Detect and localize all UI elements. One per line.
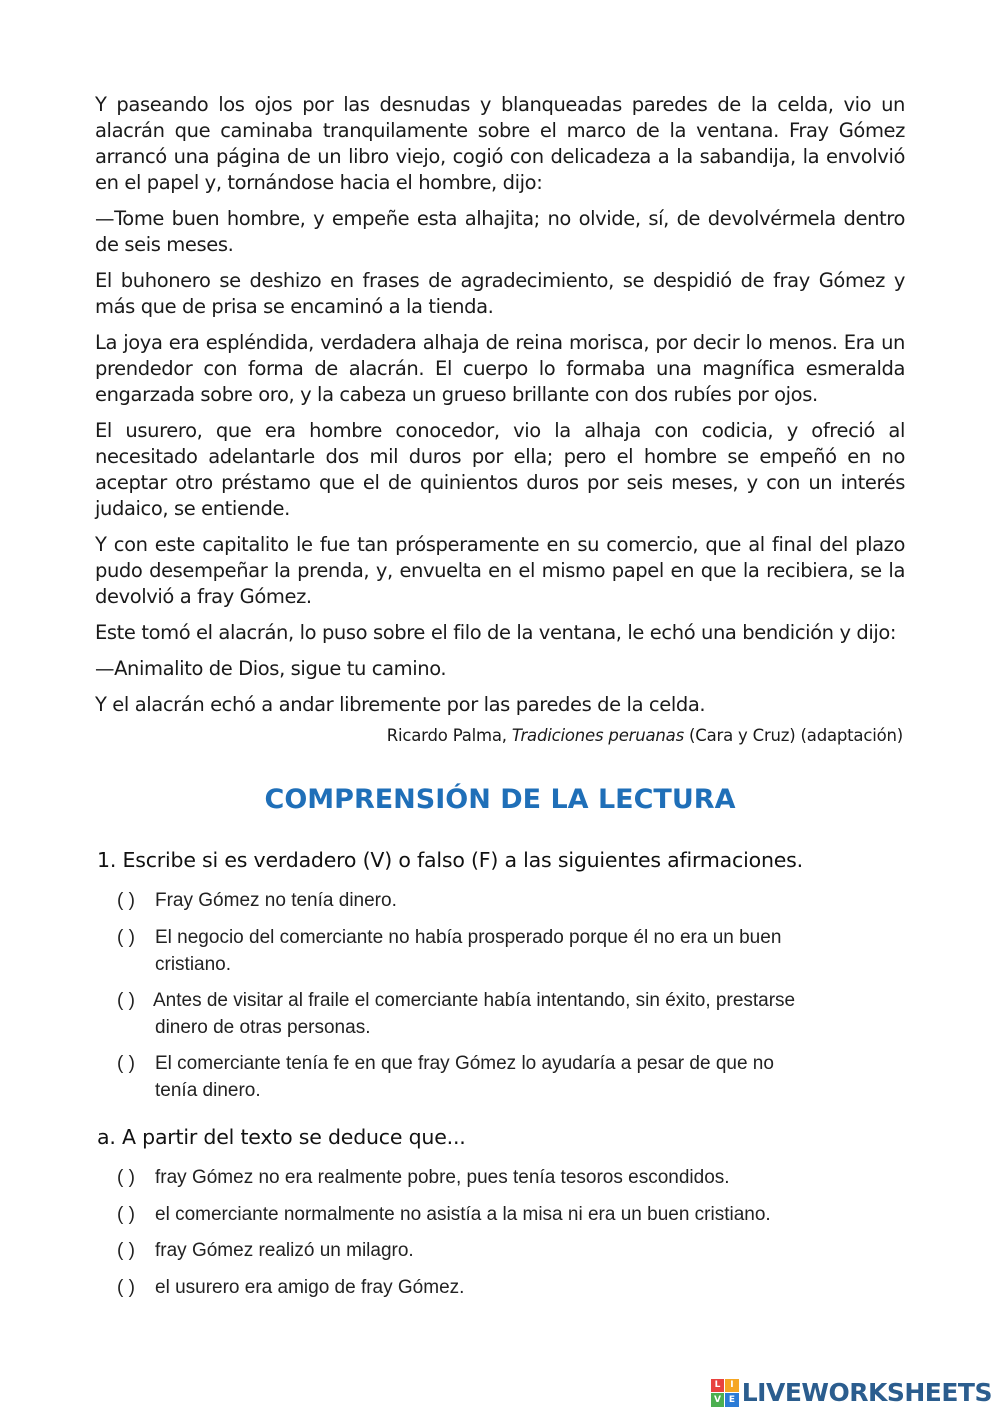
story-paragraph: El usurero, que era hombre conocedor, vio la alhaja con codicia, y ofreció al necesitado adelantarle dos mil duros por ella; pero el hombre se empeñó en no aceptar otro préstamo que el de quinientos duros por seis meses, y con un interés judaico, se entiende. [95, 419, 905, 520]
liveworksheets-logo-icon [711, 1379, 739, 1407]
true-false-item[interactable] [117, 924, 904, 978]
attribution [95, 726, 903, 745]
item-text: Antes de visitar al fraile el comerciante había intentando, sin éxito, prestarse [153, 990, 796, 1011]
answer-blank[interactable]: ( ) [117, 1167, 135, 1188]
logo-letter: I [725, 1379, 739, 1393]
logo-letter: V [711, 1393, 725, 1407]
answer-blank[interactable]: ( ) [117, 1240, 135, 1261]
item-text: fray Gómez no era realmente pobre, pues tenía tesoros escondidos. [155, 1167, 730, 1188]
inference-item[interactable] [117, 1274, 904, 1301]
inference-item[interactable] [117, 1237, 904, 1264]
item-text: fray Gómez realizó un milagro. [155, 1240, 414, 1261]
answer-blank[interactable]: ( ) [117, 1277, 135, 1298]
story-paragraph: —Tome buen hombre, y empeñe esta alhajita; no olvide, sí, de devolvérmela dentro de seis meses. [95, 207, 905, 256]
true-false-item[interactable] [117, 887, 904, 914]
liveworksheets-brand [711, 1378, 992, 1407]
story-paragraph: Y paseando los ojos por las desnudas y blanqueadas paredes de la celda, vio un alacrán que caminaba tranquilamente sobre el marco de la ventana. Fray Gómez arrancó una página de un libro viejo, cogió con delicadeza a la sabandija, la envolvió en el papel y, tornándose hacia el hombre, dijo: [95, 93, 905, 194]
inference-item[interactable] [117, 1164, 904, 1191]
story-paragraph: El buhonero se deshizo en frases de agradecimiento, se despidió de fray Gómez y más que de prisa se encaminó a la tienda. [95, 269, 905, 318]
item-text-continued: cristiano. [155, 954, 232, 975]
attribution-rest: (Cara y Cruz) (adaptación) [689, 726, 903, 745]
story-paragraph: Este tomó el alacrán, lo puso sobre el filo de la ventana, le echó una bendición y dijo: [95, 621, 897, 644]
attribution-work: Tradiciones peruanas [511, 726, 684, 745]
question-1-heading: 1. Escribe si es verdadero (V) o falso (F) a las siguientes afirmaciones. [97, 848, 803, 872]
story-paragraph: La joya era espléndida, verdadera alhaja de reina morisca, por decir lo menos. Era un prendedor con forma de alacrán. El cuerpo lo formaba una magnífica esmeralda engarzada sobre oro, y la cabeza un grueso brillante con dos rubíes por ojos. [95, 331, 905, 406]
item-text-continued: tenía dinero. [155, 1080, 261, 1101]
question-a-heading: a. A partir del texto se deduce que... [97, 1125, 466, 1149]
true-false-item[interactable] [117, 987, 904, 1041]
logo-letter: E [725, 1393, 739, 1407]
item-text-continued: dinero de otras personas. [155, 1017, 371, 1038]
item-text: El comerciante tenía fe en que fray Gómez lo ayudaría a pesar de que no [155, 1053, 774, 1074]
inference-item[interactable] [117, 1201, 904, 1228]
attribution-author: Ricardo Palma, [386, 726, 507, 745]
logo-letter: L [711, 1379, 725, 1393]
answer-blank[interactable]: ( ) [117, 1204, 135, 1225]
story-paragraph: Y el alacrán echó a andar libremente por las paredes de la celda. [95, 693, 706, 716]
answer-blank[interactable]: ( ) [117, 1053, 135, 1074]
answer-blank[interactable]: ( ) [117, 990, 135, 1011]
answer-blank[interactable]: ( ) [117, 890, 135, 911]
item-text: El negocio del comerciante no había prosperado porque él no era un buen [155, 927, 782, 948]
story-paragraph: —Animalito de Dios, sigue tu camino. [95, 657, 447, 680]
brand-wordmark: LIVEWORKSHEETS [741, 1378, 992, 1407]
section-title: COMPRENSIÓN DE LA LECTURA [264, 784, 736, 815]
item-text: Fray Gómez no tenía dinero. [155, 890, 397, 911]
story-paragraph: Y con este capitalito le fue tan prósperamente en su comercio, que al final del plazo pudo desempeñar la prenda, y, envuelta en el mismo papel en que la recibiera, se la devolvió a fray Gómez. [95, 533, 905, 608]
true-false-item[interactable] [117, 1050, 904, 1104]
item-text: el usurero era amigo de fray Gómez. [155, 1277, 465, 1298]
answer-blank[interactable]: ( ) [117, 927, 135, 948]
item-text: el comerciante normalmente no asistía a la misa ni era un buen cristiano. [155, 1204, 771, 1225]
story-text [95, 92, 905, 728]
